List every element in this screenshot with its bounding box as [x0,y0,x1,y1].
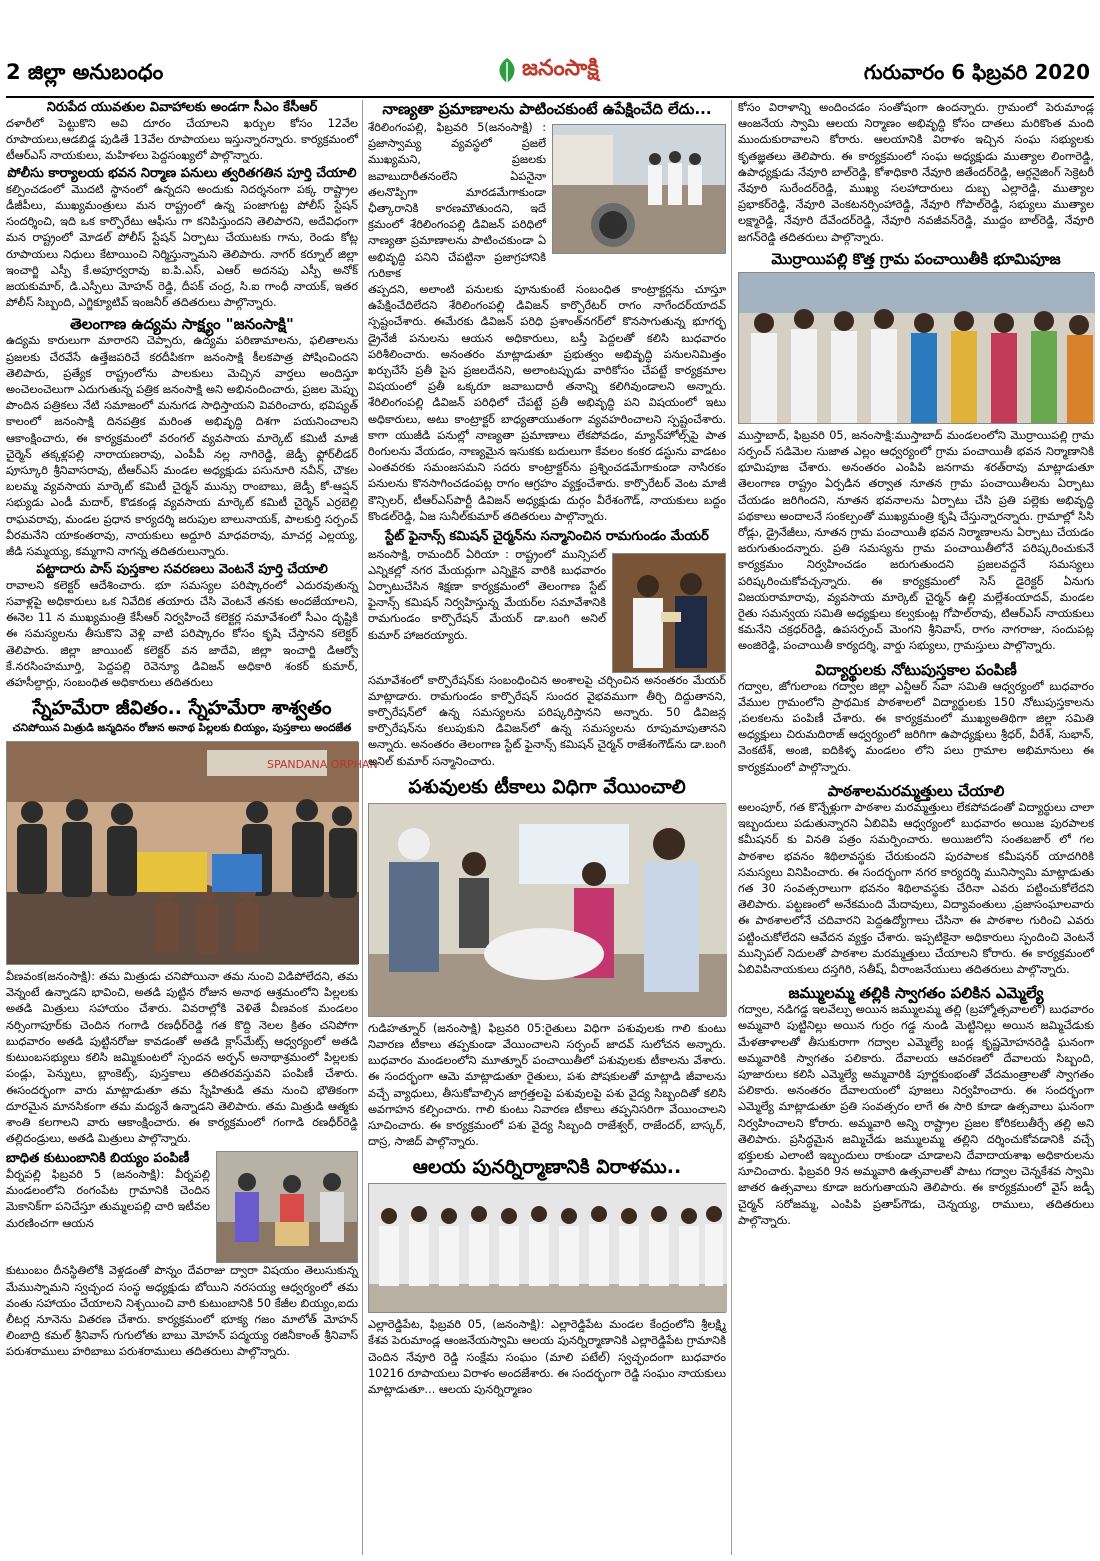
rice-photo-image [217,1152,357,1262]
article-jammulamma-welcome [738,984,1094,1229]
article-body: రావాలని కలెక్టర్ ఆదేశించారు. భూ సమస్యల పరిష్కారంలో ఎదురవుతున్న సవాళ్లపై అధికారులు ఒక నివేదిక తయారు చేసి వెంటనే తనకు అందజేయాలని, ఈనెల 11 న ముఖ్యమంత్రి కేసీఆర్ నిర్వహించే కలెక్టర్ల సమావేశంలో సీఎం దృష్టికి ఈ సమస్యలను తీసుకొని వెళ్లి వాటి పరిష్కారం కోసం కృషి చేస్తానని కలెక్టర్ తెలిపారు. జిల్లా జాయింట్ కలెక్టర్ వన జాదేవి, జిల్లా ఇంచార్జి డిఆర్వో కే.నరసింహమూర్తి, పెద్దపల్లి రెవెన్యూ డివిజన్ అధికారి శంకర్ కుమార్, తహసీల్దార్లు, సంబంధిత అధికారులు తదితరులు [6,578,358,690]
article-temple-donation [368,1156,726,1398]
article-friendship [6,697,378,1147]
orphanage-group-photo [6,741,378,965]
felicitation-photo [612,553,726,673]
bhoomi-puja-photo-image [739,273,1095,423]
article-body: గద్వాల, జోగులాంబ గద్వాల జిల్లా ఎన్టీఆర్ సేవా సమితి ఆధ్వర్యంలో బుధవారం వేముల గ్రామంలోని ప్రాథమిక పాఠశాలలో విద్యార్థులకు 150 నోటుపుస్తకాలను ,పలకలను పంపిణీ చేశారు. ఈ కార్యక్రమంలో ముఖ్యఅతిథిగా జిల్లా సమితి అధ్యక్షులు చిరుమదిరాజ్ ఆధ్వర్యంలో జరిగిగా ఉపాధ్యక్షులు శ్రీధర్, వీరేశ్, సుభాన్, వెంకటేశ్, అంజి, ఐదికిళ్ళ మండలం లోని పలు గ్రామాల అభిమానులు ఈ కార్యక్రమంలో పాల్గొన్నారు. [738,679,1094,774]
article-body: గుడిహత్నూర్ (జనంసాక్షి) ఫిబ్రవరి 05:రైతులు విధిగా పశువులకు గాలి కుంటు నివారణ టీకాలు తప్పకుండా వేయించాలని సర్పంచ్ జాదవ్ సులోచన అన్నారు. బుధవారం మండలంలోని మూత్నూర్ పంచాయితీలో పశువులకు టీకాలను వేశారు. ఈ సందర్భంగా ఆమె మాట్లాడుతూ రైతులు, పశు పోషకులతో మాట్లాడి జీవాలను వచ్చే వ్యాధులు, తీసుకోవాల్సిన జాగ్రత్తలపై పశువులపై పశు వైద్య సిబ్బందితో కలిసి అవగాహన కల్పించారు. గాలి కుంటు నివారణ టీకాలు తప్పనిసరిగా వేయించాలని సూచించారు. ఈ కార్యక్రమంలో పశు వైద్య సిబ్బంది రాజేశ్వర్, రాజేందర్, బాస్కర్, దాస్ర, సాజిద్ పాల్గొన్నారు. [368,1021,726,1149]
vaccination-photo-image [369,804,727,1016]
photo-sign-text: SPANDANA ORPHAN [267,758,378,772]
article-body: తప్పదని, అలాంటి పనులకు పూనుకుంటే సంబంధిత కాంట్రాక్టర్లను చూస్తూ ఉపేక్షించేదిలేదని శేరిలింగంపల్లి డివిజన్ కార్పొరేటర్ రాగం నాగేందర్‌యాదవ్ స్పష్టంచేశారు. ఈమేరకు డివిజన్ పరిధి ప్రశాంత్‌నగర్‌లో కొనసాగుతున్న భూగర్భ డ్రైనేజీ పనులను ఆయన అధికారులు, బస్తీ పెద్దలతో కలిసి బుధవారం పరిశీలించారు. అనంతరం మాట్లాడుతూ ప్రభుత్వం అభివృద్ధి పనులనిమిత్తం ఖర్చుచేసే ప్రతీ పైస ప్రజలదేనని, అలాంటప్పుడు వారికోసం చేపట్టే కార్యక్రమాల విషయంలో ప్రతీ ఒక్కరూ జవాబుదారీ తనాన్ని కలిగివుండాలని అన్నారు. శేరిలింగంపల్లి డివిజన్ పరిధిలో చేపట్టే ప్రతీ అభివృద్ధి పని విషయంలో ఇటు అధికారులు, అటు కాంట్రాక్టర్ బాధ్యతాయుతంగా వ్యవహరించాలని స్పష్టంచేశారు. కాగా యుజీడి పనుల్లో నాణ్యతా ప్రమాణాలు లేకపోవడం, మ్యాన్‌హోల్స్‌పై పాత రింగులను వేయడం, నాణ్యమైన ఇసుకకు బదులుగా కేవలం కంకర డస్టును వాడటం ఎంతవరకు సమంజసమని సదరు కాంట్రాక్టర్‌ను ప్రశ్నించడమేగాకుండా నాసిరకం పనులను కొనసాగించడంపట్ల రాగం ఆగ్రహం వ్యక్తంచేశారు. కార్పొరేటర్ వెంట మాజీ కౌన్సిలర్, టీఆర్ఎస్‌పార్టీ డివిజన్ అధ్యక్షుడు దుర్గం వీరేశంగౌడ్, నాయకులు బద్దం కొండల్‌రెడ్డి, ఏజ సునీల్‌కుమార్ తదితరులు పాల్గొన్నారు. [368,283,726,523]
drainage-photo-image [553,125,725,253]
donation-photo-image [369,1184,727,1312]
article-body-lead: జనంసాక్షి, రామందిర్ ఏరియా : రాష్ట్రంలో మున్సిపల్ ఎన్నికల్లో నగర మేయర్లుగా ఎన్నికైన వారికి బుధవారం ఏర్పాటుచేసిన శిక్షణా కార్యక్రమంలో తెలంగాణ స్టేట్ ఫైనాన్స్ కమిషన్ నిర్వహిస్తున్న మేయర్‌ల సమావేశానికి రామగుండం కార్పొరేషన్ మేయర్ డా.బంగి అనిల్ కుమార్ హాజరయ్యారు. [368,547,606,642]
article-headline: ఆలయ పునర్నిర్మాణానికి విరాళము.. [412,1156,682,1179]
article-temple-donation-continued [738,100,1094,246]
drainage-works-photo [552,124,726,254]
issue-date: గురువారం 6 ఫిబ్రవరి 2020 [863,60,1090,84]
article-headline: తెలంగాణ ఉద్యమ సాక్ష్యం "జనంసాక్షి" [70,315,294,334]
article-body: ముస్తాబాద్, ఫిబ్రవరి 05, జనంసాక్షి:ముస్తాబాద్ మండలంలోని మొర్రాయిపల్లి గ్రామ సర్పంచ్ సడిమెల సుజాత ఎల్లం ఆధ్వర్యంలో గ్రామ పంచాయితీ భవన నిర్మాణానికి భూమిపూజ చేశారు. అనంతరం ఎంపిపి జనగామ శరత్‌రావు మాట్లాడుతూ తెలంగాణ రాష్ట్రం ఏర్పడిన తర్వాత నూతన గ్రామ పంచాయితీలను ఏర్పాటు చేయడం జరిగిందని, నూతన భవనాలను ఏర్పాటు చేసి ప్రతి పల్లెకు అభివృద్ధి పథకాలు అందాలనే సంకల్పంతో ముఖ్యమంత్రి కృషి చేస్తున్నారన్నారు. గ్రామాల్లో సిసి రోడ్లు, డ్రైనేజీలు, నూతన గ్రామ పంచాయితీ భవన నిర్మాణాలను ఏర్పాటు చేయడం జరుగుతుందన్నారు. ప్రతి సమస్యను గ్రామ పంచాయితీలోనే పరిష్కరించుకునే కార్యక్రమం నిర్వహించడం జరుగుతుందని ప్రజలవద్దనే సమస్యలు పరిష్కరించుకోవచ్చన్నారు. ఈ కార్యక్రమంలో సెస్ డైరెక్టర్ ఏనుగు విజయరామారావు, వ్యవసాయ మార్కెట్ చైర్మన్ ఉల్లి మల్లేశంయాదవ్, మండల రైతు సమన్వయ సమితి అధ్యక్షులు కల్వకుంట్ల గోపాల్‌రావు, టిఆర్ఎస్ నాయకులు కమనేని చక్రధర్‌రెడ్డి, ఉపసర్పంచ్ మెంగని శ్రీనివాస్, రాగం నాగరాజు, సందుపట్ల అంజిరెడ్డి, పంచాయితీ కార్యదర్శి, వార్డు సభ్యులు, గ్రామస్తులు పాల్గొన్నారు. [738,428,1094,653]
article-headline: స్నేహమేరా జీవితం.. స్నేహమేరా శాశ్వతం [32,697,332,720]
article-body: కల్పించడంలో మొదటి స్థానంలో ఉన్నదని అందుకు నిదర్శనంగా పక్క రాష్ట్రాల డీజీపీలు, ముఖ్యమంత్రులు మన రాష్ట్రంలో ఉన్న పంజాగుట్ట పోలీస్ స్టేషన్ సందర్శించి, ఇది ఒక కార్పొరేటు ఆఫీసు గా కనిపిస్తుందని తెలిపారని, అదేవిధంగా మన రాష్ట్రంలో మోడల్ పోలీస్ స్టేషన్ ఏర్పాటు చేయుటకు గాను, రెండు కోట్ల రూపాయలు నిధులు కేటాయించి నిర్మిస్తున్నామని తెలిపారు. నాగర్ కర్నూల్ జిల్లా ఇంచార్జి ఎస్పీ కే.అపూర్వరావు ఐ.పి.ఎస్, ఎఆర్ అదనపు ఎస్పీ అనోక్ జయకుమార్, డి.ఎస్పీలు మోహన్ రెడ్డి, దీపక్ చంద్ర, సి.ఐ గాంధీ నాయక్, ఇతర పోలీస్ సిబ్బంది, ఎగ్జిక్యూటివ్ ఇంజనీర్ తదితరులు పాల్గొన్నారు. [6,182,358,310]
temple-donation-photo [368,1183,726,1313]
article-body: గద్వాల, నడిగడ్డ ఇలవేల్పు అయిన జమ్ములమ్మ తల్లి (బ్రహ్మోత్సవాలలో) బుధవారం అమ్మవారి పుట్టినిల్లు అయిన గుర్రం గడ్డ నుండి మెట్టినిల్లు అయిన జమ్మిచేడుకు మేళతాళాలతో తీసుకురాగా గద్వాల ఎమ్మెల్యే బండ్ల కృష్ణమోహనరెడ్డి ఘనంగా అమ్మవారికి స్వాగతం పలికారు. దేవాలయ ఆవరణలో దేవాలయ సిబ్బంది, పూజారులు కలిసి ఎమ్మెల్యే అమ్మవారికి పూర్ణకుంభంతో వేదమంత్రాలతో స్వాగతం పలికారు. అనంతరం దేవాలయంలో పూజలు నిర్వహించారు. ఈ సందర్భంగా ఎమ్మెల్యే మాట్లాడుతూ ప్రతి సంవత్సరం లాగే ఈ సారి కూడా ఉత్సవాలు ఘనంగా నిర్వహించాలని కోరారు. అమ్మవారి అన్ని రాష్ట్రాల ప్రజల కోరికలుతీర్చే తల్లి అని తెలిపారు. ప్రసిద్ధమైన జమ్మిచేడు జమ్ములమ్మ తల్లిని దర్శించుకోవడానికి వచ్చే భక్తులకు ఎలాంటి ఇబ్బందులు రాకుండా చూడాలని దేవాదాయశాఖ అధికారులను సూచించారు. ఫిబ్రవరి 9న అమ్మవారి ఉత్సవాలతో పాటు గద్వాల చెన్నకేశవ స్వామి జాతర ఉత్సవాలు కూడా జరుగుతాయని తెలిపారు. ఈ కార్యక్రమంలో వైస్ జడ్పీ చైర్మన్ సరోజమ్మ, ఎంపిపి ప్రతాప్‌గౌడు, చెన్నయ్య, రాములు, తదితరులు పాల్గొన్నారు. [738,1003,1094,1227]
masthead-title: జనంసాక్షి [522,56,599,81]
felicitation-photo-image [613,554,725,672]
article-headline: విద్యార్థులకు నోటుపుస్తకాల పంపిణీ [815,660,1017,679]
article-body: కుటుంబం దీనస్థితిలోకి వెళ్లడంతో పొన్నం దేవరాజు ద్వారా విషయం తెలుసుకున్న మేముస్నామని స్వచ్ఛంద సంస్థ అధ్యక్షుడు బోయిని నరసయ్య ఆధ్వర్యంలో తమ వంతు సహాయం చేయాలని నిశ్చయించి వారి కుటుంబానికి 50 కేజీల బియ్యం,ఐదు లీటర్ల నూనెను వితరణ చేశారు. కార్యక్రమంలో భూక్య గజం మాలోత్ మోహన్ లింబాద్రి కమల్ శ్రీనివాస్ గుగులోతు బాబు మోహన్ పద్మయ్య రజినీకాంత్ శ్రీనివాస్ పరుశరాములు హరిబాబు పరుశరాములు తదితరులు పాల్గొన్నారు. [6,1264,358,1359]
article-body: వీణవంక(జనంసాక్షి): తమ మిత్రుడు చనిపోయినా తమ నుంచి విడిపోలేదని, తమ వెన్నంటే ఉన్నాడని భావించి, అతడి పుట్టిన రోజున అనాథ ఆశ్రమంలోని పిల్లలకు అతడి మిత్రులు సహాయం చేశారు. వివరాల్లోకి వెళితే వీణవంక మండలం నర్సింగాపూర్‌కు చెందిన గంగాడి రణధీర్‌రెడ్డి గత కొద్ది నెలల క్రితం చనిపోగా బుధవారం అతడి పుట్టినరోజు కావడంతో అతడి క్లాస్‌మేట్స్ ఆధ్వర్యంలో అతడి కుటుంబసభ్యులు కలిసి జమ్మికుంటలో స్పందన అర్ఫన్ అనాథాశ్రమంలో పిల్లలకు పండ్లు, పెన్నులు, బ్లాంకెట్స్, పుస్తకాలు తదితరవస్తువని పంపిణీ చేశారు. ఈసందర్భంగా వారు మాట్లాడుతూ తమ స్నేహితుడి తమ నుంచి భౌతికంగా దూరమైన మానసికంగా తమ మధ్యనే ఉన్నాడని తెలిపారు. తమ మిత్రుడి ఆత్మకు శాంతి కలగాలని వారు ఆకాంక్షించారు. ఈ కార్యక్రమంలో గంగాడి రణధీర్‌రెడ్డి తల్లిదండ్రులు, అతడి మిత్రులు పాల్గొన్నారు. [6,970,358,1146]
article-headline: పాఠశాలమరమ్మత్తులు చేయాలి [827,781,1005,800]
masthead-logo [494,54,634,88]
article-body: ఉద్యమ కారులుగా మారారని చెప్పారు, ఉద్యమ పరిణామాలను, ఫలితాలను ప్రజలకు చేరవేసే ఉత్తేజపరిచే కరదీపికగా జనంసాక్షి కీలకపాత్ర పోషించిందని తెలిపారు, ప్రత్యేక రాష్ట్రంలోను పాలకులు మెచ్చిన వార్తలు అందిస్తూ అంచెలంచెలుగా ఎదుగుతున్న పత్రిక జనంసాక్షి అని అభినందించారు, ప్రజల మెప్పు పొందిన పత్రికలు నేటి సమాజంలో మనుగడ సాధిస్తాయని వివరించారు, భవిష్యత్ కాలంలో జనంసాక్షి దినపత్రిక మరింత అభివృద్ధి దిశగా పయనించాలని ఆకాంక్షించారు, ఈ కార్యక్రమంలో వరంగల్ వ్యవసాయ మార్కెట్ కమిటీ మాజీ చైర్మెన్ తక్కళ్లపల్లి నారాయణరావు, ఎంపీపీ నల్ల నాగిరెడ్డి, జెడ్పీ ఫ్లోర్‌లీడర్ పూస్కూరి శ్రీనివాసరావు, టీఆర్ఎస్ మండల అధ్యక్షుడు పసునూరి నవీన్, చౌకల బలమ్మ వ్యవసాయ మార్కెట్ కమిటీ చైర్మన్ మున్సు రాంబాబు, జెడ్పీ కో-ఆప్షన్ సభ్యుడు ఎండీ మదార్, కొడకండ్ల వ్యవసాయ మార్కెట్ కమిటీ చైర్మెన్ ఎర్రబెల్లి రాఘవరావు, మండల ప్రధాన కార్యదర్శి జరుపుల బాలునాయక్, పాలకుర్తి సర్పంచ్ వీరమనేని యాకంతరావు, నాయకులు అద్దూరి మాధవరావు, మాచర్ల ఎల్లయ్య, జీడి సమ్మయ్య, కమ్మగాని నాగన్న తదితరులున్నారు. [6,334,358,559]
article-headline: బాధిత కుటుంబానికి బియ్యం పంపిణీ [6,1151,190,1167]
article-body: ఎల్లారెడ్డిపేట, ఫిబ్రవరి 05, (జనంసాక్షి): ఎల్లారెడ్డిపేట మండల కేంద్రంలోని శ్రీలక్ష్మి కేశవ పెరుమాండ్ల ఆంజనేయస్వామి ఆలయ పునర్నిర్మాణానికి ఎల్లారెడ్డిపేట గ్రామానికి చెందిన నేవూరి రెడ్డి సంక్షేమ సంఘం (మాలి పటేల్) స్వచ్ఛందంగా బుధవారం 10216 రూపాయలు విరాళం అందజేశారు. ఈ సందర్భంగా రెడ్డి సంఘం నాయకులు మాట్లాడుతూ... ఆలయ పునర్నిర్మాణం [368,1318,726,1396]
article-headline: జమ్ములమ్మ తల్లికి స్వాగతం పలికిన ఎమ్మెల్యే [788,984,1044,1003]
column-divider [731,100,732,1555]
page-section-label: 2 జిల్లా అనుబంధం [6,60,164,84]
article-vaccination [368,776,726,1150]
article-body: దళారీలో పెట్టుకొని అవి దూరం చేయాలని ఖర్చుల కోసం 12వేల రూపాయలు,ఆడబిడ్డ పుడితే 13వేల రూపాయలు ఇస్తున్నారన్నారు. కార్యక్రమంలో టీఆర్ఎస్ నాయకులు, మహిళలు పెద్దసంఖ్యలో పాల్గొన్నారు. [6,116,358,162]
article-headline: పశువులకు టీకాలు విధిగా వేయించాలి [408,775,686,798]
article-panchayat-foundation [738,250,1094,655]
bhoomi-puja-photo [738,272,1094,424]
article-body: కోసం విరాళాన్ని అందించడం సంతోషంగా ఉందన్నారు. గ్రామంలో పెరుమాండ్ల ఆంజనేయ స్వామి ఆలయ నిర్మాణం అభివృద్ధి కోసం దాతలు మరికొంత మంది ముందుకురావాలని కోరారు. ఆలయానికి విరాళం ఇచ్చిన సంఘ సభ్యులకు కృతజ్ఞతలు తెలిపారు. ఈ కార్యక్రమంలో సంఘ అధ్యక్షుడు ముత్యాల లింగారెడ్డి, ఉపాధ్యక్షుడు నేవూరి బాల్‌రెడ్డి, కోశాధికారి నేవూరి జితేందర్‌రెడ్డి, ఆర్గనైజింగ్ సెక్రెటరీ నేవూరి సురేందర్‌రెడ్డి, ముఖ్య సలహాదారులు దుబ్బ ఎల్లారెడ్డి, ముత్యాల ప్రభాకర్‌రెడ్డి, నేవూరి వెంకటనర్సింహారెడ్డి, నేవూరి గోపాల్‌రెడ్డి, సభ్యులు ముత్యాల లక్ష్మారెడ్డి, నేవూరి దేవేందర్‌రెడ్డి, నేవూరి నవజీవన్‌రెడ్డి, ముద్దం బాల్‌రెడ్డి, నేవూరి జగన్‌రెడ్డి తదితరులు పాల్గొన్నారు. [738,101,1094,244]
article-headline: స్టేట్ ఫైనాన్స్ కమిషన్ చైర్మన్‌ను సన్మానించిన రామగుండం మేయర్ [385,529,709,545]
leaf-logo-icon [494,56,520,84]
article-headline: పోలీసు కార్యాలయ భవన నిర్మాణ పనులు త్వరితగతిన పూర్తి చేయాలి [7,166,357,182]
article-body: అలంపూర్, గత కొన్నేళ్లుగా పాఠశాల మరమ్మత్తులు లేకపోవడంతో విద్యార్థులు చాలా ఇబ్బందులు పడుతున్నారని ఏబివిపి ఆధ్వర్యంలో బుధవారం అయిజ పురపాలక కమీషనర్ కు వినతి పత్రం సమర్పించారు. అయిజలోని సంతబజార్ లో గల పాఠశాల భవనం శిథిలావస్థకు చేరుకుందని పురపాలక కమీషనర్ యాదగిరికి సమస్యలు వినిపించారు. ఈ సందర్భంగా నగర కార్యదర్శి మునిస్వామి మాట్లాడుతు గత 30 సంవత్సరాలుగా భవనం శిథిలావస్థకు చేరినా ఎవరు పట్టించుకోలేదని తెలిపారు. పట్టణంలో అనేకమంది మేదావులు, విద్యావంతులు ,ప్రజాసంఘాలవారు ఈ పాఠశాలలోనే చదివారని పెద్దఉద్యోగాలు చేసినా ఈ పాఠశాల గురించి ఎవరు పట్టించుకోలేదని ఆవేదన వ్యక్తం చేశారు. ఇప్పటికైనా అధికారులు స్పందించి వెంటనే మున్సిపల్ నిదులతో పాఠశాల మరమ్మత్తులు చేయాలని కోరారు. ఈ కార్యక్రమంలో ఏబివిపినాయకులు దస్తగిరి, సతీష్, వీరాంజనేయులు తదితరులు పాల్గొన్నారు. [738,800,1094,976]
article-body-lead: వీర్నపల్లి ఫిబ్రవరి 5 (జనంసాక్షి): వీర్నపల్లి మండలంలోని రంగంపేట గ్రామానికి చెందిన మెకానిక్‌గా పనిచేస్తూ తుమ్మలపల్లి చారి ఇటీవల మరణించగా ఆయన [6,1167,210,1230]
article-notebook-distribution [738,661,1094,776]
article-finance-commission [368,529,726,770]
article-marriage-aid [6,100,358,164]
column-1 [6,100,378,1361]
article-body-lead: శేరిలింగంపల్లి, ఫిబ్రవరి 5(జనంసాక్షి) : ప్రజాస్వామ్య వ్యవస్థలో ప్రజలే ముఖ్యమని, ప్రజలకు జవాబుదారీతనంలేని ఏపనైనా తలనొప్పిగా మారడమేగాకుండా ఛీత్కారానికి కారణమౌతుందని, ఇదే క్రమంలో శేరిలింగంపల్లి డివిజన్ పరిధిలో నాణ్యతా ప్రమాణాలను పాటించకుండా ఏ అభివృద్ధి పనిని చేపట్టినా ప్రజాగ్రహానికి గురికాక [368,121,546,280]
rice-distribution-photo [216,1151,358,1263]
article-rice-distribution [6,1151,358,1360]
group-photo-image [7,742,378,964]
page-header [6,56,1094,98]
article-quality-standards [368,100,726,525]
article-police-building [6,166,358,311]
column-3 [738,100,1094,1229]
article-subheadline: చనిపోయిన మిత్రుడి జన్మదినం రోజున అనాథ పిల్లలకు బియ్యం, పుస్తకాలు అందజేత [12,722,352,735]
article-janamsakshi-witness [6,315,358,560]
article-school-repairs [738,782,1094,978]
article-pass-books [6,562,358,691]
article-headline: నిరుపేద యువతుల వివాహాలకు అండగా సీఎం కేసీఆర్ [46,100,318,115]
article-body: సమావేశంలో కార్పొరేషన్‌కు సంబంధించిన అంశాలపై చర్చించిన అనంతరం మేయర్ మాట్లాడారు. రామగుండం కార్పొరేషన్ సుందర వైభవముగా తీర్చి దిద్దుతానని, కార్పొరేషన్‌లో ఉన్న సమస్యలను పరిష్కరిస్తానని అన్నారు. 50 డివిజన్ల కార్పొరేషన్‌ను కలుపుకుని డివిజన్‌లో ఉన్న సమస్యలను రూపుమాపుతానని అన్నారు. అనంతరం తెలంగాణ స్టేట్ ఫైనాన్స్ కమిషన్ చైర్మన్ రాజేశంగౌడ్‌ను డా.బంగి అనిల్ కుమార్ సన్మానించారు. [368,673,726,768]
article-headline: పట్టాదారు పాస్ పుస్తకాల సవరణలు వెంటనే పూర్తి చేయాలి [36,562,328,578]
column-2 [368,100,726,1398]
article-headline: మొర్రాయిపల్లి కొత్త గ్రామ పంచాయితీకి భూమిపూజ [771,249,1061,268]
article-headline: నాణ్యతా ప్రమాణాలను పాటించకుంటే ఉపేక్షించేది లేదు... [382,100,712,118]
column-divider [362,100,363,1555]
cattle-vaccination-photo [368,803,726,1017]
